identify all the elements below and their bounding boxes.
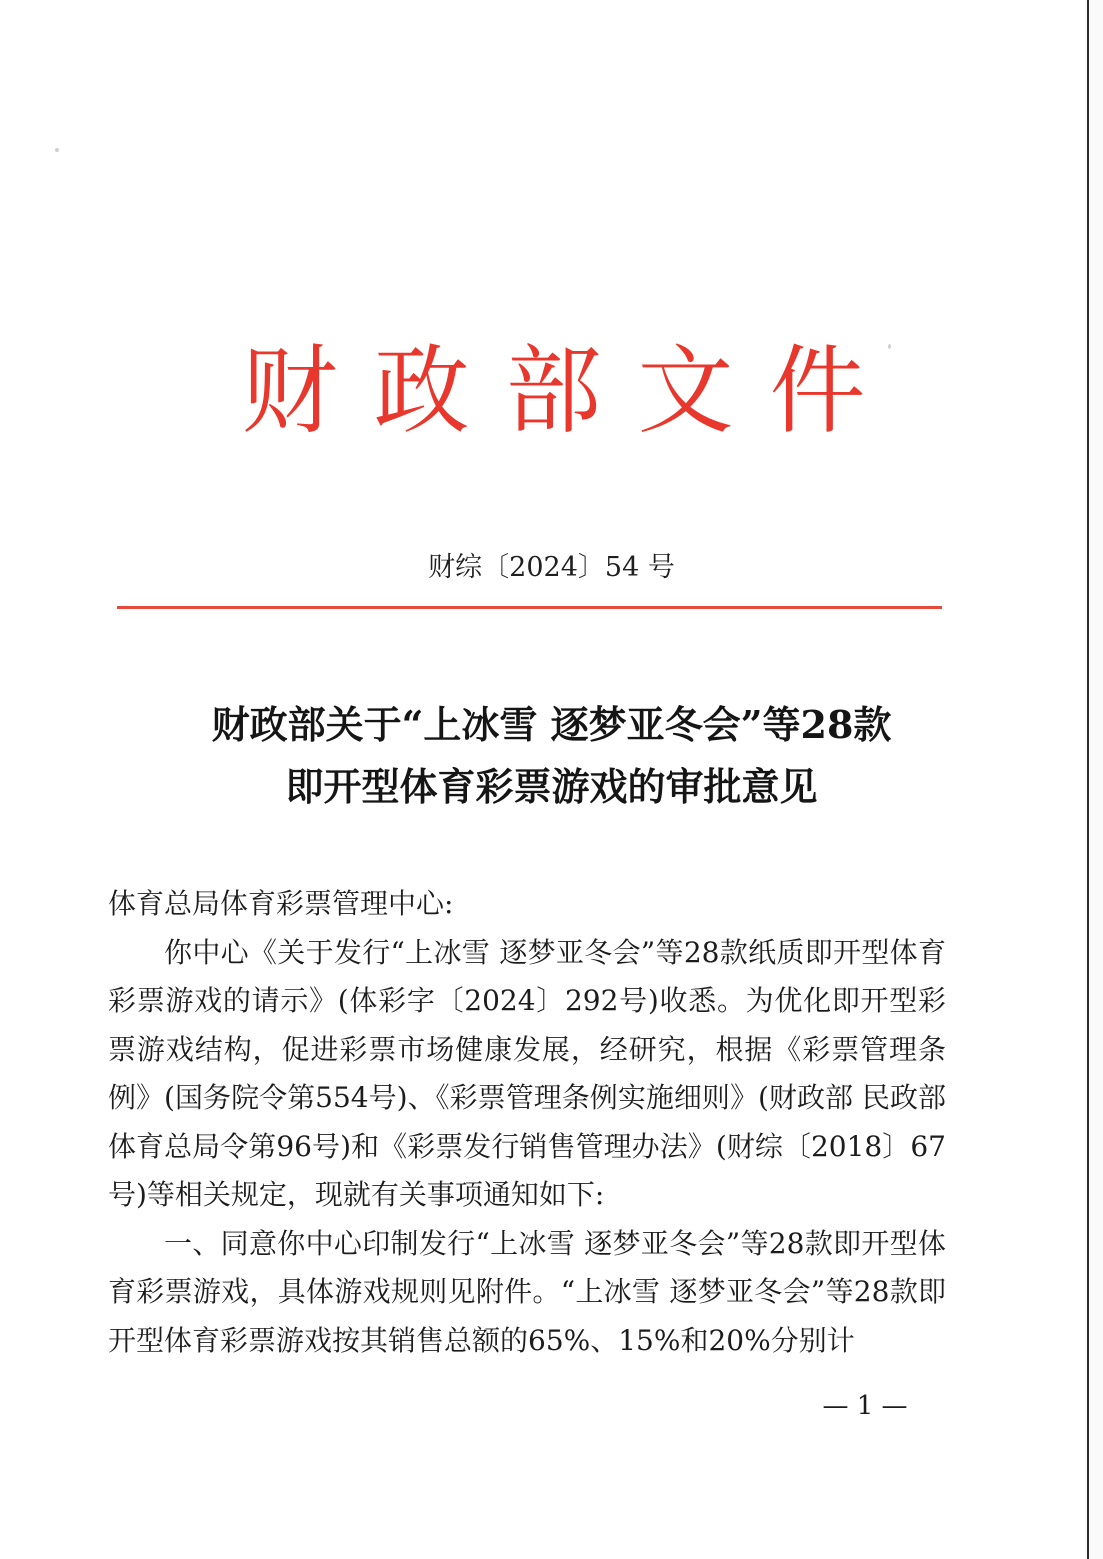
salutation: 体育总局体育彩票管理中心: [108, 887, 454, 920]
body-paragraph-2: 一、同意你中心印制发行“上冰雪 逐梦亚冬会”等28款即开型体育彩票游戏，具体游戏规则见附件。“上冰雪 逐梦亚冬会”等28款即开型体育彩票游戏按其销售总额的65%、15%和20%分别计 [108, 1226, 946, 1357]
scan-speck [55, 148, 59, 152]
document-number: 财综〔2024〕54 号 [428, 552, 675, 583]
document-title [0, 694, 1103, 818]
page-number: — 1 — [822, 1391, 908, 1421]
issuer-header: 财政部文件 [241, 335, 902, 447]
document-title-line-1: 财政部关于“上冰雪 逐梦亚冬会”等28款 [211, 702, 892, 747]
document-title-line-2: 即开型体育彩票游戏的审批意见 [285, 764, 818, 809]
red-separator-rule [117, 606, 942, 609]
body-paragraph-1: 你中心《关于发行“上冰雪 逐梦亚冬会”等28款纸质即开型体育彩票游戏的请示》(体彩字〔2024〕292号)收悉。为优化即开型彩票游戏结构，促进彩票市场健康发展，经研究，根据《彩票管理条例》(国务院令第554号)、《彩票管理条例实施细则》(财政部 民政部 体育总局令第96号)和《彩票发行销售管理办法》(财综〔2018〕67号)等相关规定，现就有关事项通知如下: [108, 935, 946, 1211]
document-body [108, 880, 946, 1365]
